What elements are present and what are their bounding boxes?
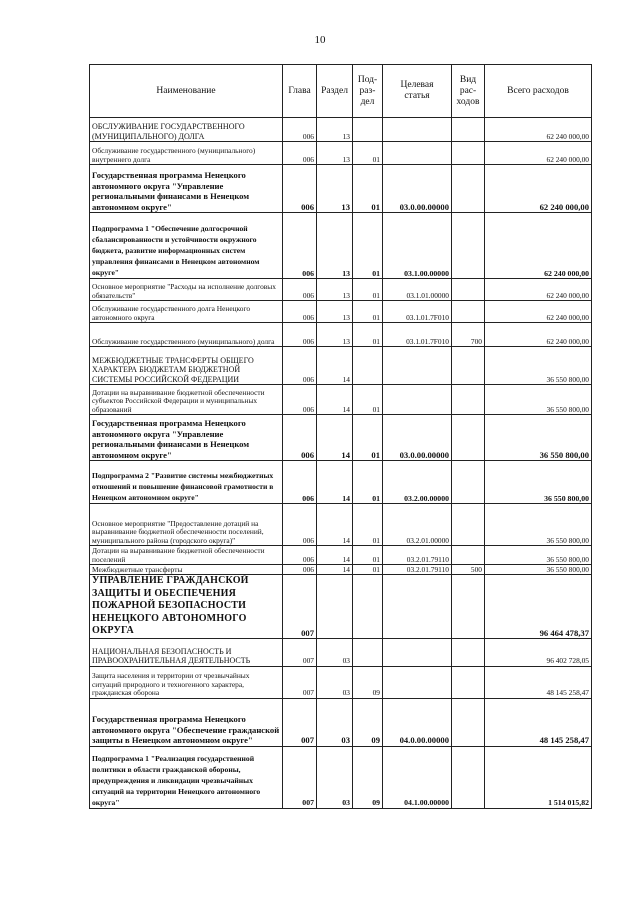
cell-name: ОБСЛУЖИВАНИЕ ГОСУДАРСТВЕННОГО (МУНИЦИПАЛЬНОГО) ДОЛГА	[90, 118, 283, 142]
cell-name: Защита населения и территории от чрезвычайных ситуаций природного и техногенного характера, гражданская оборона	[90, 666, 283, 698]
table-row	[90, 165, 592, 213]
cell-glava: 006	[283, 415, 317, 461]
cell-name: Государственная программа Ненецкого автономного округа "Управление региональными финансами в Ненецком автономном округе"	[90, 415, 283, 461]
cell-podrazdel: 01	[353, 323, 383, 347]
cell-vid	[452, 504, 485, 546]
cell-glava: 006	[283, 565, 317, 575]
cell-glava: 006	[283, 347, 317, 385]
cell-name: Межбюджетные трансферты	[90, 565, 283, 575]
cell-celevaya	[383, 638, 452, 666]
cell-razdel: 14	[317, 385, 353, 415]
cell-total: 62 240 000,00	[485, 323, 592, 347]
cell-vid	[452, 118, 485, 142]
cell-name: МЕЖБЮДЖЕТНЫЕ ТРАНСФЕРТЫ ОБЩЕГО ХАРАКТЕРА БЮДЖЕТАМ БЮДЖЕТНОЙ СИСТЕМЫ РОССИЙСКОЙ ФЕДЕРАЦИИ	[90, 347, 283, 385]
cell-razdel: 03	[317, 746, 353, 808]
table-row	[90, 142, 592, 165]
cell-razdel: 03	[317, 666, 353, 698]
cell-total: 96 464 478,37	[485, 575, 592, 639]
cell-total: 36 550 800,00	[485, 385, 592, 415]
cell-vid	[452, 461, 485, 504]
table-row	[90, 565, 592, 575]
table-header-row	[90, 65, 592, 118]
cell-name: Дотации на выравнивание бюджетной обеспеченности субъектов Российской Федерации и муниципальных образований	[90, 385, 283, 415]
cell-total: 62 240 000,00	[485, 279, 592, 301]
table-row	[90, 575, 592, 639]
cell-total: 1 514 015,82	[485, 746, 592, 808]
cell-name: Основное мероприятие "Расходы на исполнение долговых обязательств"	[90, 279, 283, 301]
cell-podrazdel	[353, 575, 383, 639]
cell-total: 36 550 800,00	[485, 565, 592, 575]
cell-glava: 006	[283, 546, 317, 565]
cell-name: Подпрограмма 1 "Реализация государственной политики в области гражданской обороны, предупреждения и ликвидации чрезвычайных ситуаций на территории Ненецкого автономного округа"	[90, 746, 283, 808]
cell-total: 48 145 258,47	[485, 666, 592, 698]
cell-vid	[452, 165, 485, 213]
cell-celevaya: 04.1.00.00000	[383, 746, 452, 808]
cell-vid	[452, 301, 485, 323]
table-row	[90, 461, 592, 504]
cell-vid	[452, 546, 485, 565]
cell-vid	[452, 279, 485, 301]
table-row	[90, 301, 592, 323]
cell-celevaya: 03.1.00.00000	[383, 213, 452, 279]
cell-celevaya: 03.2.01.00000	[383, 504, 452, 546]
header-podrazdel: Под- раз- дел	[353, 65, 383, 118]
cell-razdel	[317, 575, 353, 639]
cell-name: Обслуживание государственного долга Ненецкого автономного округа	[90, 301, 283, 323]
cell-glava: 006	[283, 165, 317, 213]
cell-total: 62 240 000,00	[485, 213, 592, 279]
cell-glava: 007	[283, 638, 317, 666]
cell-celevaya	[383, 666, 452, 698]
cell-razdel: 14	[317, 546, 353, 565]
table-row	[90, 385, 592, 415]
cell-celevaya	[383, 142, 452, 165]
cell-vid	[452, 415, 485, 461]
cell-podrazdel: 09	[353, 746, 383, 808]
cell-total: 62 240 000,00	[485, 301, 592, 323]
cell-celevaya: 03.2.01.79110	[383, 565, 452, 575]
cell-celevaya: 04.0.00.00000	[383, 698, 452, 746]
cell-glava: 006	[283, 385, 317, 415]
cell-razdel: 14	[317, 565, 353, 575]
table-row	[90, 546, 592, 565]
cell-podrazdel	[353, 347, 383, 385]
cell-glava: 006	[283, 142, 317, 165]
cell-name: НАЦИОНАЛЬНАЯ БЕЗОПАСНОСТЬ И ПРАВООХРАНИТЕЛЬНАЯ ДЕЯТЕЛЬНОСТЬ	[90, 638, 283, 666]
cell-name: Подпрограмма 1 "Обеспечение долгосрочной сбалансированности и устойчивости окружного бюджета, развитие информационных систем управления финансами в Ненецком автономном округе"	[90, 213, 283, 279]
cell-vid: 700	[452, 323, 485, 347]
cell-glava: 007	[283, 698, 317, 746]
cell-podrazdel: 09	[353, 666, 383, 698]
cell-total: 36 550 800,00	[485, 415, 592, 461]
cell-glava: 006	[283, 301, 317, 323]
cell-vid	[452, 698, 485, 746]
cell-podrazdel: 01	[353, 213, 383, 279]
cell-podrazdel: 01	[353, 415, 383, 461]
cell-total: 36 550 800,00	[485, 347, 592, 385]
cell-razdel: 13	[317, 142, 353, 165]
cell-total: 62 240 000,00	[485, 165, 592, 213]
table-row	[90, 746, 592, 808]
cell-podrazdel: 01	[353, 461, 383, 504]
cell-glava: 007	[283, 746, 317, 808]
cell-podrazdel: 01	[353, 565, 383, 575]
cell-vid: 500	[452, 565, 485, 575]
cell-podrazdel: 01	[353, 546, 383, 565]
table-row	[90, 118, 592, 142]
cell-total: 36 550 800,00	[485, 461, 592, 504]
cell-razdel: 14	[317, 504, 353, 546]
cell-total: 96 402 728,05	[485, 638, 592, 666]
table-row	[90, 666, 592, 698]
cell-podrazdel: 01	[353, 385, 383, 415]
cell-razdel: 14	[317, 347, 353, 385]
table-row	[90, 698, 592, 746]
cell-vid	[452, 666, 485, 698]
cell-total: 62 240 000,00	[485, 118, 592, 142]
cell-glava: 006	[283, 323, 317, 347]
cell-razdel: 13	[317, 323, 353, 347]
cell-razdel: 03	[317, 698, 353, 746]
cell-glava: 006	[283, 118, 317, 142]
cell-celevaya: 03.1.01.00000	[383, 279, 452, 301]
cell-glava: 007	[283, 666, 317, 698]
cell-vid	[452, 638, 485, 666]
header-total: Всего расходов	[485, 65, 592, 118]
cell-podrazdel: 01	[353, 165, 383, 213]
cell-razdel: 03	[317, 638, 353, 666]
table-row	[90, 279, 592, 301]
cell-celevaya	[383, 575, 452, 639]
cell-celevaya	[383, 118, 452, 142]
cell-glava: 006	[283, 461, 317, 504]
table-row	[90, 323, 592, 347]
cell-name: Подпрограмма 2 "Развитие системы межбюджетных отношений и повышение финансовой грамотности в Ненецком автономном округе"	[90, 461, 283, 504]
cell-celevaya: 03.2.01.79110	[383, 546, 452, 565]
cell-vid	[452, 746, 485, 808]
cell-razdel: 14	[317, 415, 353, 461]
cell-podrazdel: 01	[353, 301, 383, 323]
cell-razdel: 13	[317, 279, 353, 301]
cell-celevaya: 03.1.01.7F010	[383, 301, 452, 323]
cell-vid	[452, 142, 485, 165]
cell-total: 62 240 000,00	[485, 142, 592, 165]
table-row	[90, 415, 592, 461]
cell-total: 36 550 800,00	[485, 504, 592, 546]
cell-razdel: 13	[317, 301, 353, 323]
cell-name: Государственная программа Ненецкого автономного округа "Обеспечение гражданской защиты в Ненецком автономном округе"	[90, 698, 283, 746]
cell-vid	[452, 385, 485, 415]
cell-name: УПРАВЛЕНИЕ ГРАЖДАНСКОЙ ЗАЩИТЫ И ОБЕСПЕЧЕНИЯ ПОЖАРНОЙ БЕЗОПАСНОСТИ НЕНЕЦКОГО АВТОНОМНОГО ОКРУГА	[90, 575, 283, 639]
cell-celevaya: 03.0.00.00000	[383, 415, 452, 461]
cell-podrazdel	[353, 638, 383, 666]
table-row	[90, 504, 592, 546]
cell-celevaya: 03.0.00.00000	[383, 165, 452, 213]
header-razdel: Раздел	[317, 65, 353, 118]
budget-table	[89, 64, 592, 809]
cell-podrazdel	[353, 118, 383, 142]
header-glava: Глава	[283, 65, 317, 118]
cell-celevaya	[383, 347, 452, 385]
cell-razdel: 13	[317, 213, 353, 279]
cell-celevaya: 03.2.00.00000	[383, 461, 452, 504]
cell-razdel: 13	[317, 165, 353, 213]
table-row	[90, 213, 592, 279]
cell-celevaya: 03.1.01.7F010	[383, 323, 452, 347]
cell-glava: 006	[283, 504, 317, 546]
cell-total: 36 550 800,00	[485, 546, 592, 565]
cell-name: Государственная программа Ненецкого автономного округа "Управление региональными финансами в Ненецком автономном округе"	[90, 165, 283, 213]
cell-podrazdel: 09	[353, 698, 383, 746]
cell-glava: 006	[283, 279, 317, 301]
cell-razdel: 13	[317, 118, 353, 142]
page-number: 10	[314, 34, 326, 46]
cell-celevaya	[383, 385, 452, 415]
cell-name: Основное мероприятие "Предоставление дотаций на выравнивание бюджетной обеспеченности поселений, муниципального района (городского округа)"	[90, 504, 283, 546]
header-name: Наименование	[90, 65, 283, 118]
cell-glava: 007	[283, 575, 317, 639]
cell-glava: 006	[283, 213, 317, 279]
cell-podrazdel: 01	[353, 279, 383, 301]
cell-podrazdel: 01	[353, 142, 383, 165]
cell-total: 48 145 258,47	[485, 698, 592, 746]
header-celevaya: Целевая статья	[383, 65, 452, 118]
cell-name: Обслуживание государственного (муниципального) внутреннего долга	[90, 142, 283, 165]
cell-name: Дотации на выравнивание бюджетной обеспеченности поселений	[90, 546, 283, 565]
cell-vid	[452, 347, 485, 385]
cell-razdel: 14	[317, 461, 353, 504]
cell-podrazdel: 01	[353, 504, 383, 546]
cell-vid	[452, 575, 485, 639]
cell-vid	[452, 213, 485, 279]
table-row	[90, 347, 592, 385]
cell-name: Обслуживание государственного (муниципального) долга	[90, 323, 283, 347]
header-vid: Вид рас- ходов	[452, 65, 485, 118]
table-row	[90, 638, 592, 666]
